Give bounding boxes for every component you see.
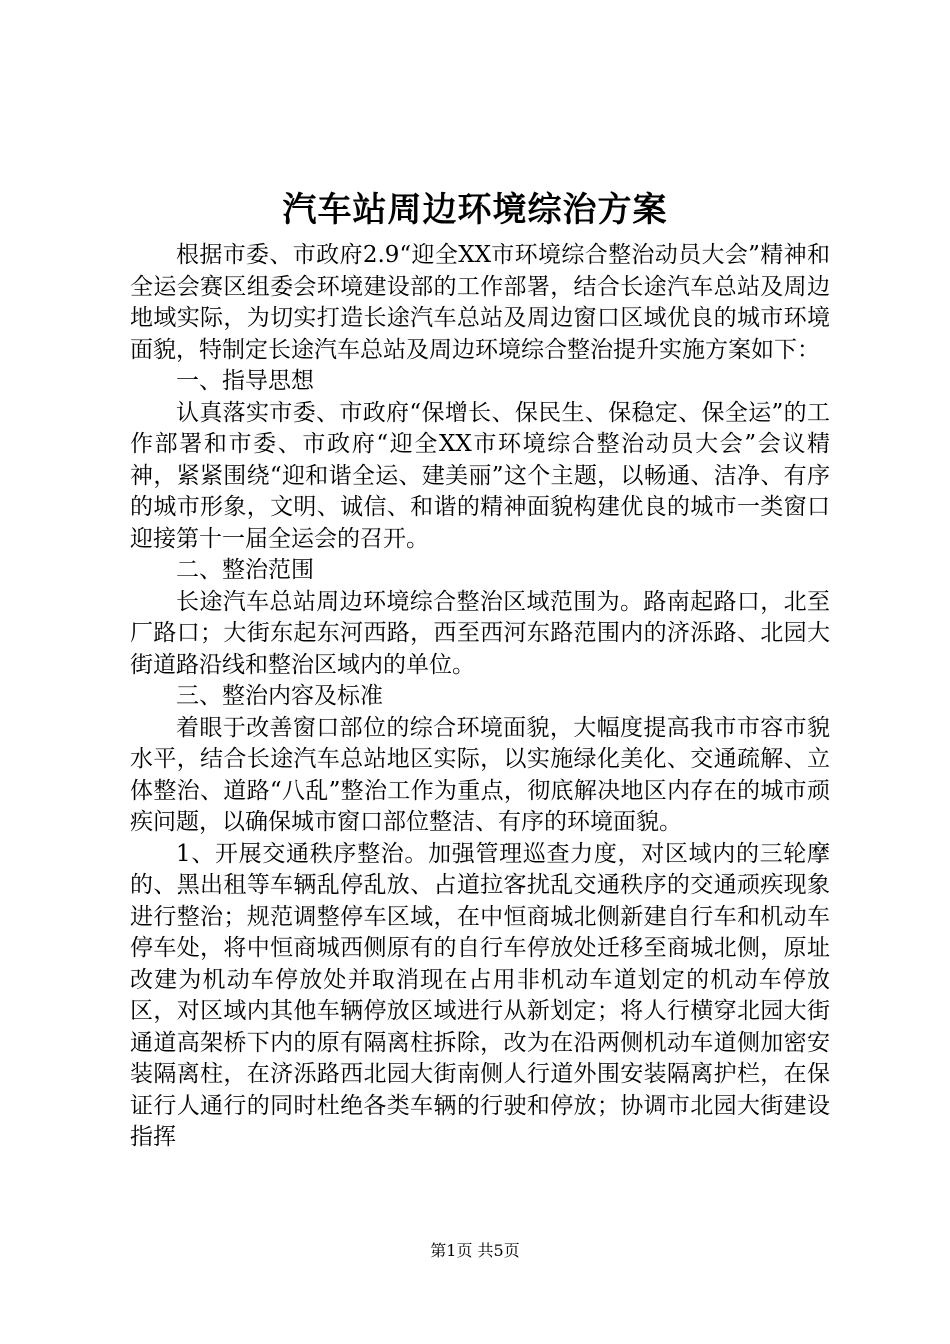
section-paragraph-scope: 长途汽车总站周边环境综合整治区域范围为。路南起路口，北至厂路口；大街东起东河西路，西至西河东路范围内的济泺路、北园大街道路沿线和整治区域内的单位。 <box>130 588 830 678</box>
section-heading-content-standards: 三、整治内容及标准 <box>176 683 383 709</box>
document-title: 汽车站周边环境综治方案 <box>282 190 668 230</box>
section-paragraph-guiding-ideology: 认真落实市委、市政府“保增长、保民生、保稳定、保全运”的工作部署和市委、市政府“迎全XX市环境综合整治动员大会”会议精神，紧紧围绕“迎和谐全运、建美丽”这个主题，以畅通、洁净、有序的城市形象，文明、诚信、和谐的精神面貌构建优良的城市一类窗口迎接第十一届全运会的召开。 <box>130 399 830 552</box>
item-traffic-order: 1、开展交通秩序整治。加强管理巡查力度，对区域内的三轮摩的、黑出租等车辆乱停乱放、占道拉客扰乱交通秩序的交通顽疾现象进行整治；规范调整停车区域，在中恒商城北侧新建自行车和机动车停车处，将中恒商城西侧原有的自行车停放处迁移至商城北侧，原址改建为机动车停放处并取消现在占用非机动车道划定的机动车停放区，对区域内其他车辆停放区域进行从新划定；将人行横穿北园大街通道高架桥下内的原有隔离柱拆除，改为在沿两侧机动车道侧加密安装隔离柱，在济泺路西北园大街南侧人行道外围安装隔离护栏，在保证行人通行的同时杜绝各类车辆的行驶和停放；协调市北园大街建设指挥 <box>130 840 830 1150</box>
intro-paragraph: 根据市委、市政府2.9“迎全XX市环境综合整治动员大会”精神和全运会赛区组委会环境建设部的工作部署，结合长途汽车总站及周边地域实际，为切实打造长途汽车总站及周边窗口区域优良的城市环境面貌，特制定长途汽车总站及周边环境综合整治提升实施方案如下： <box>130 242 830 363</box>
section-paragraph-content-standards: 着眼于改善窗口部位的综合环境面貌，大幅度提高我市市容市貌水平，结合长途汽车总站地区实际，以实施绿化美化、交通疏解、立体整治、道路“八乱”整治工作为重点，彻底解决地区内存在的城市顽疾问题，以确保城市窗口部位整洁、有序的环境面貌。 <box>130 714 830 835</box>
document-body <box>130 240 830 1154</box>
page-footer: 第1页 共5页 <box>430 1241 520 1260</box>
section-heading-guiding-ideology: 一、指导思想 <box>176 368 314 394</box>
section-heading-scope: 二、整治范围 <box>176 557 314 583</box>
